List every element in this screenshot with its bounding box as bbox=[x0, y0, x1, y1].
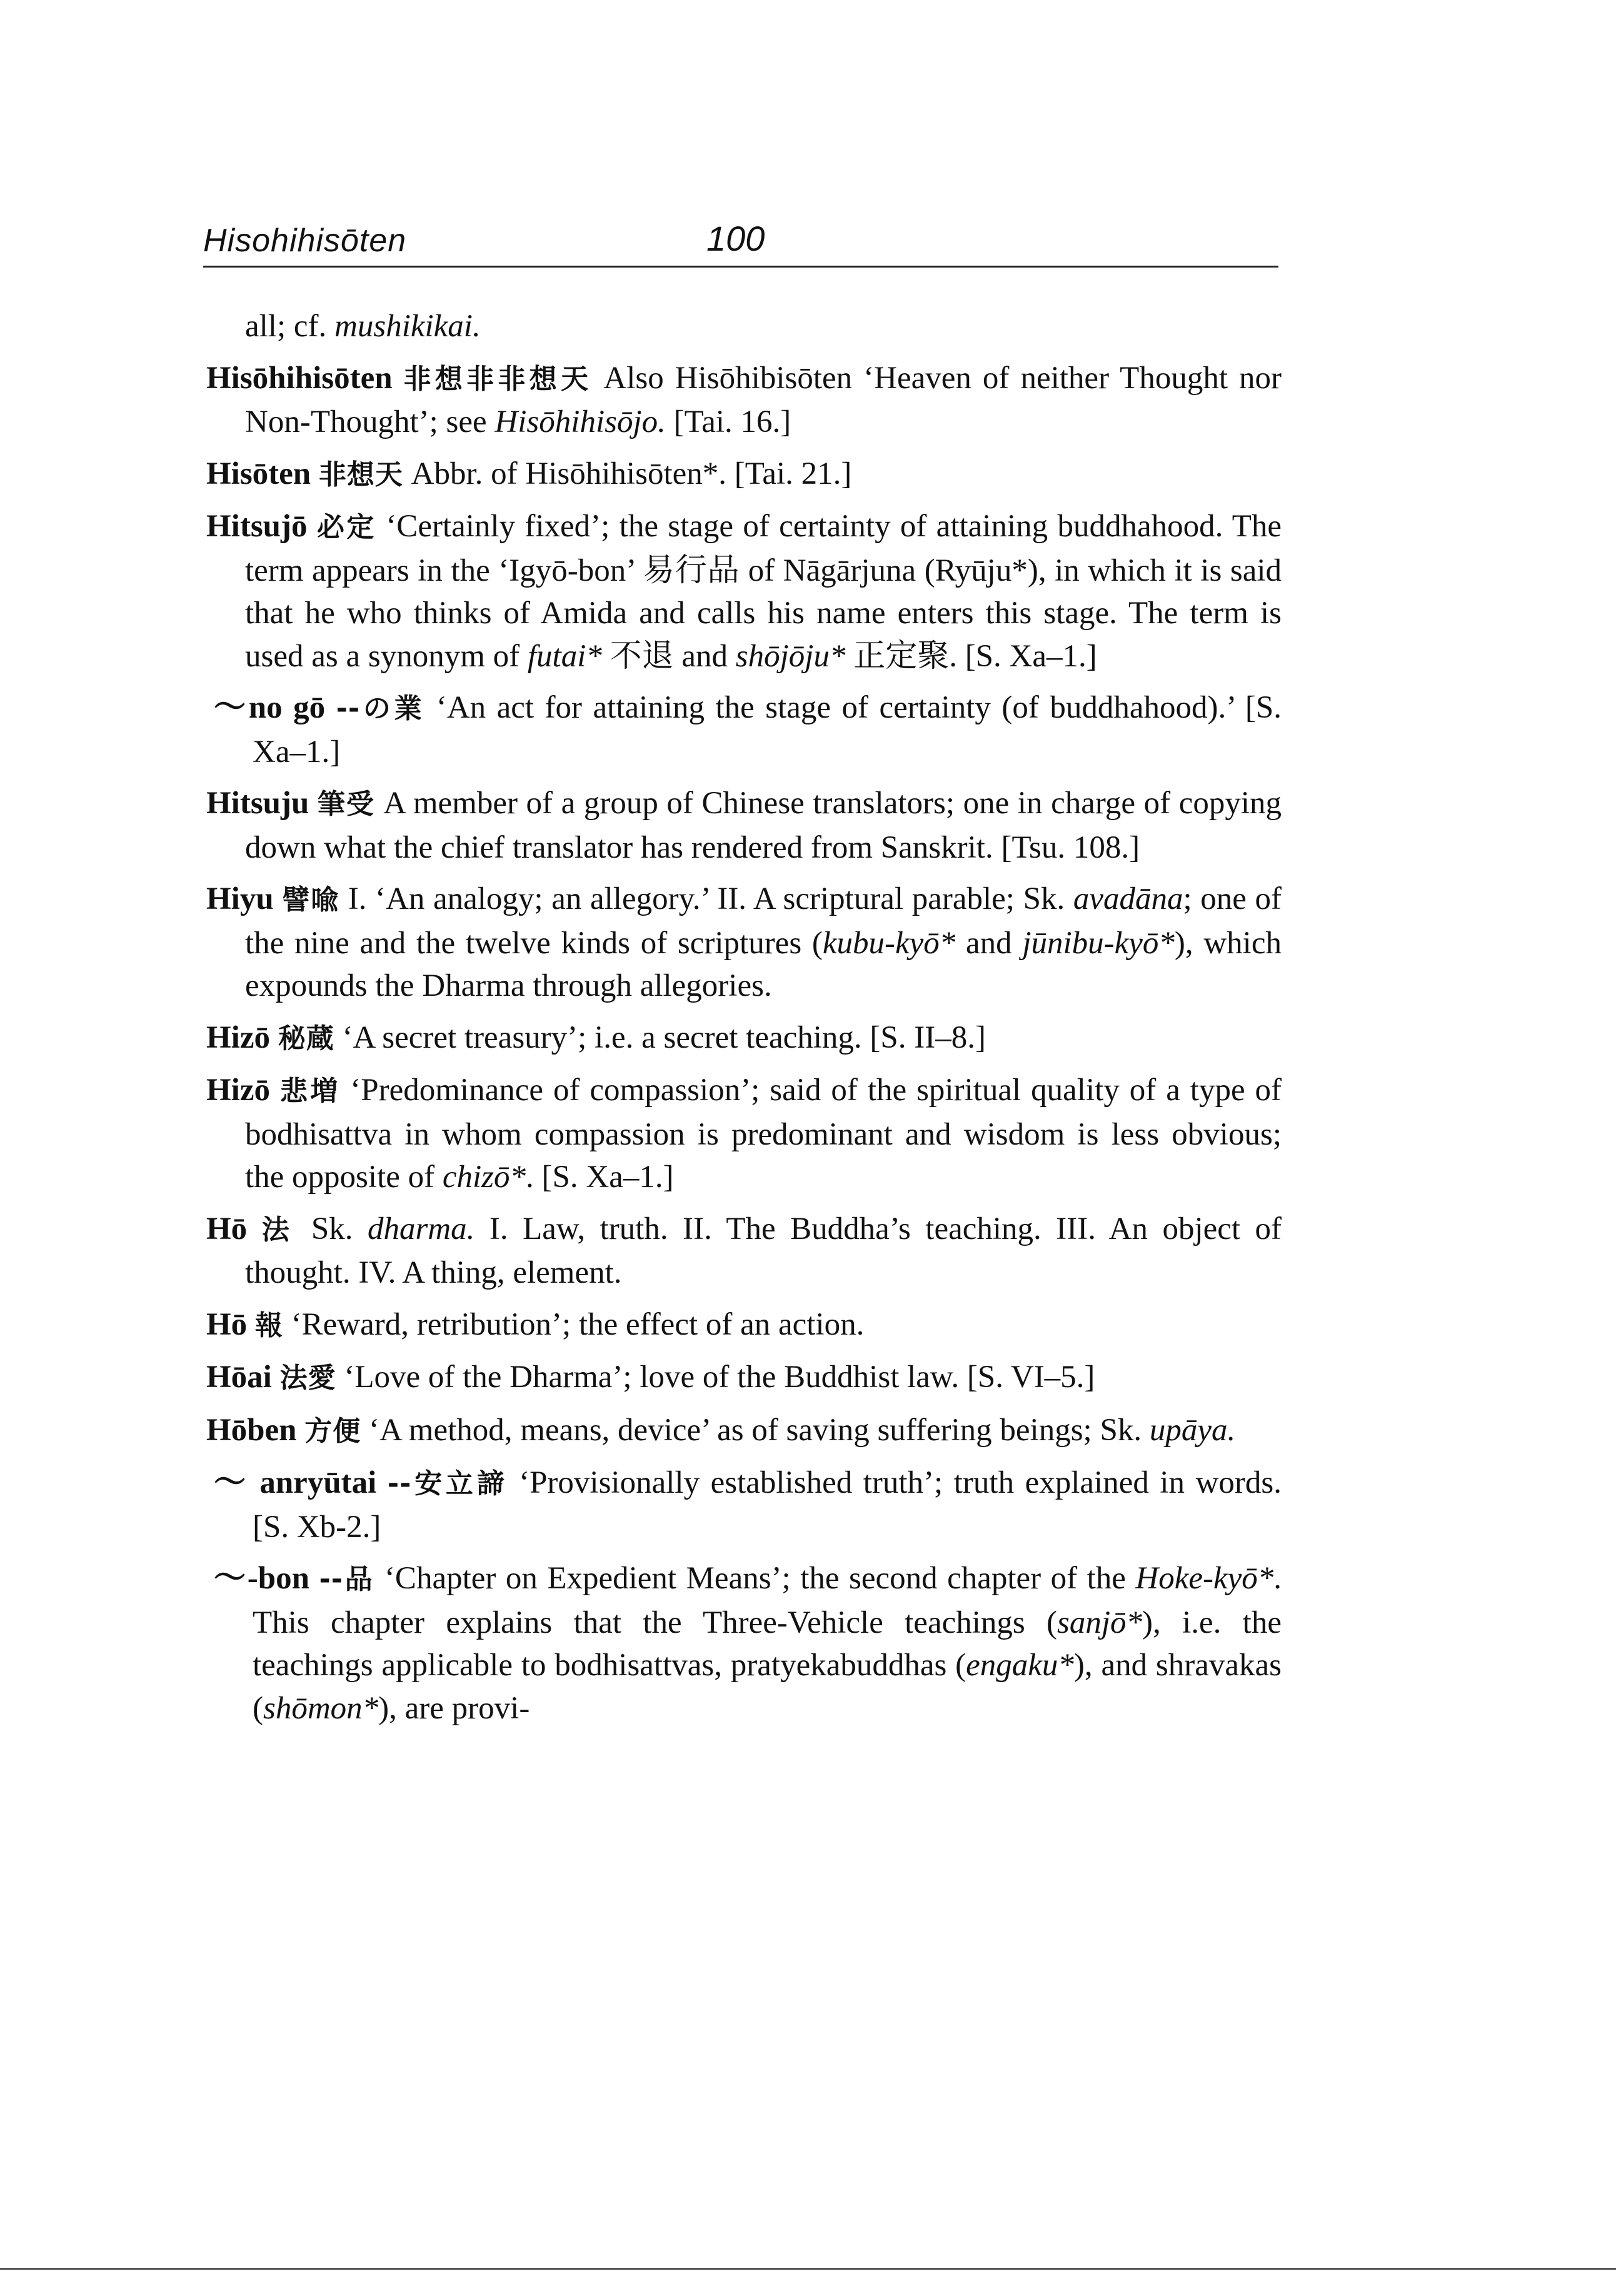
kanji: 筆受 bbox=[317, 788, 375, 820]
kanji: 悲増 bbox=[279, 1075, 341, 1107]
running-head: Hisohihisōten bbox=[203, 223, 407, 259]
entry-hisohihisoten: Hisōhihisōten 非想非非想天 Also Hisōhibisōten ‘Heaven of neither Thought nor Non-Thought’; see Hisōhihisōjo. [Tai. 16.] bbox=[206, 360, 1282, 439]
entry-hizo-secret: Hizō 秘蔵 ‘A secret treasury’; i.e. a secret teaching. [S. II–8.] bbox=[206, 1020, 986, 1055]
entry-hoben: Hōben 方便 ‘A method, means, device’ as of saving suffering beings; Sk. upāya. bbox=[206, 1412, 1236, 1448]
entry-ho-dharma: Hō 法 Sk. dharma. I. Law, truth. II. The Buddha’s teaching. III. An object of thought. IV. A thing, element. bbox=[206, 1211, 1282, 1290]
kanji: 譬喩 bbox=[282, 884, 340, 916]
entry-continuation: all; cf. mushikikai. bbox=[245, 309, 481, 344]
page-number: 100 bbox=[706, 219, 765, 258]
entry-hitsuju: Hitsuju 筆受 A member of a group of Chinese translators; one in charge of copying down what the chief translator has rendered from Sanskrit. [Tsu. 108.] bbox=[206, 786, 1282, 865]
entry-ho-reward: Hō 報 ‘Reward, retribution’; the effect of an action. bbox=[206, 1306, 865, 1342]
page-header bbox=[203, 219, 1278, 268]
kanji: 法愛 bbox=[279, 1362, 336, 1394]
kanji: 非想天 bbox=[318, 458, 403, 491]
entry-anryutai: ～ anryūtai --安立諦 ‘Provisionally established truth’; truth explained in words. [S. Xb-2.] bbox=[214, 1465, 1282, 1545]
entry-bon: ～-bon --品 ‘Chapter on Expedient Means’; the second chapter of the Hoke-kyō*. This chapter explains that the Three-Vehicle teachings (sanjō*), i.e. the teachings applicable to bodhisattvas, pratyekabuddhas (engaku*), and shravakas (shōmon*), are provi- bbox=[214, 1561, 1282, 1726]
entry-hitsujo: Hitsujō 必定 ‘Certainly fixed’; the stage of certainty of attaining buddhahood. The term appears in the ‘Igyō-bon’ 易行品 of Nāgārjuna (Ryūju*), in which it is said that he who thinks of Amida and calls his name enters this stage. The term is used as a synonym of futai* 不退 and shōjōju* 正定聚. [S. Xa–1.] bbox=[206, 509, 1282, 674]
kanji: --安立諦 bbox=[387, 1468, 508, 1500]
headword: Hizō bbox=[206, 1073, 270, 1108]
kanji: --の業 bbox=[336, 693, 426, 724]
kanji: 非想非非想天 bbox=[403, 363, 593, 395]
headword: Hōai bbox=[206, 1360, 272, 1395]
headword: Hōben bbox=[206, 1412, 297, 1448]
kanji: 方便 bbox=[304, 1415, 361, 1447]
headword: ～ anryūtai bbox=[214, 1465, 377, 1500]
kanji: --品 bbox=[319, 1563, 375, 1595]
entry-no-go: ～no gō --の業 ‘An act for attaining the stage of certainty (of buddhahood).’ [S. Xa–1.] bbox=[214, 690, 1282, 770]
headword: Hō bbox=[206, 1211, 248, 1246]
entry-hisoten: Hisōten 非想天 Abbr. of Hisōhihisōten*. [Tai. 21.] bbox=[206, 456, 852, 491]
headword: Hiyu bbox=[206, 881, 274, 916]
entry-hizo-compassion: Hizō 悲増 ‘Predominance of compassion’; said of the spiritual quality of a type of bodhisattva in whom compassion is predominant and wisdom is less obvious; the opposite of chizō*. [S. Xa–1.] bbox=[206, 1073, 1282, 1195]
kanji: 法 bbox=[261, 1213, 297, 1246]
headword: Hitsujō bbox=[206, 509, 308, 544]
kanji: 必定 bbox=[316, 511, 376, 543]
headword: Hitsuju bbox=[206, 786, 309, 821]
headword: ～-bon bbox=[214, 1561, 309, 1596]
dictionary-entries bbox=[206, 305, 1282, 1738]
kanji: 秘蔵 bbox=[278, 1022, 334, 1055]
headword: Hisōten bbox=[206, 456, 311, 491]
headword: Hizō bbox=[206, 1020, 270, 1055]
headword: ～no gō bbox=[214, 690, 326, 725]
entry-hoai: Hōai 法愛 ‘Love of the Dharma’; love of the Buddhist law. [S. VI–5.] bbox=[206, 1360, 1095, 1395]
page-bottom-rule bbox=[0, 2268, 1616, 2270]
headword: Hisōhihisōten bbox=[206, 360, 393, 396]
kanji: 報 bbox=[254, 1309, 283, 1341]
headword: Hō bbox=[206, 1306, 248, 1342]
entry-hiyu: Hiyu 譬喩 I. ‘An analogy; an allegory.’ II. A scriptural parable; Sk. avadāna; one of the nine and the twelve kinds of scriptures (kubu-kyō* and jūnibu-kyō*), which expounds the Dharma through allegories. bbox=[206, 881, 1282, 1003]
